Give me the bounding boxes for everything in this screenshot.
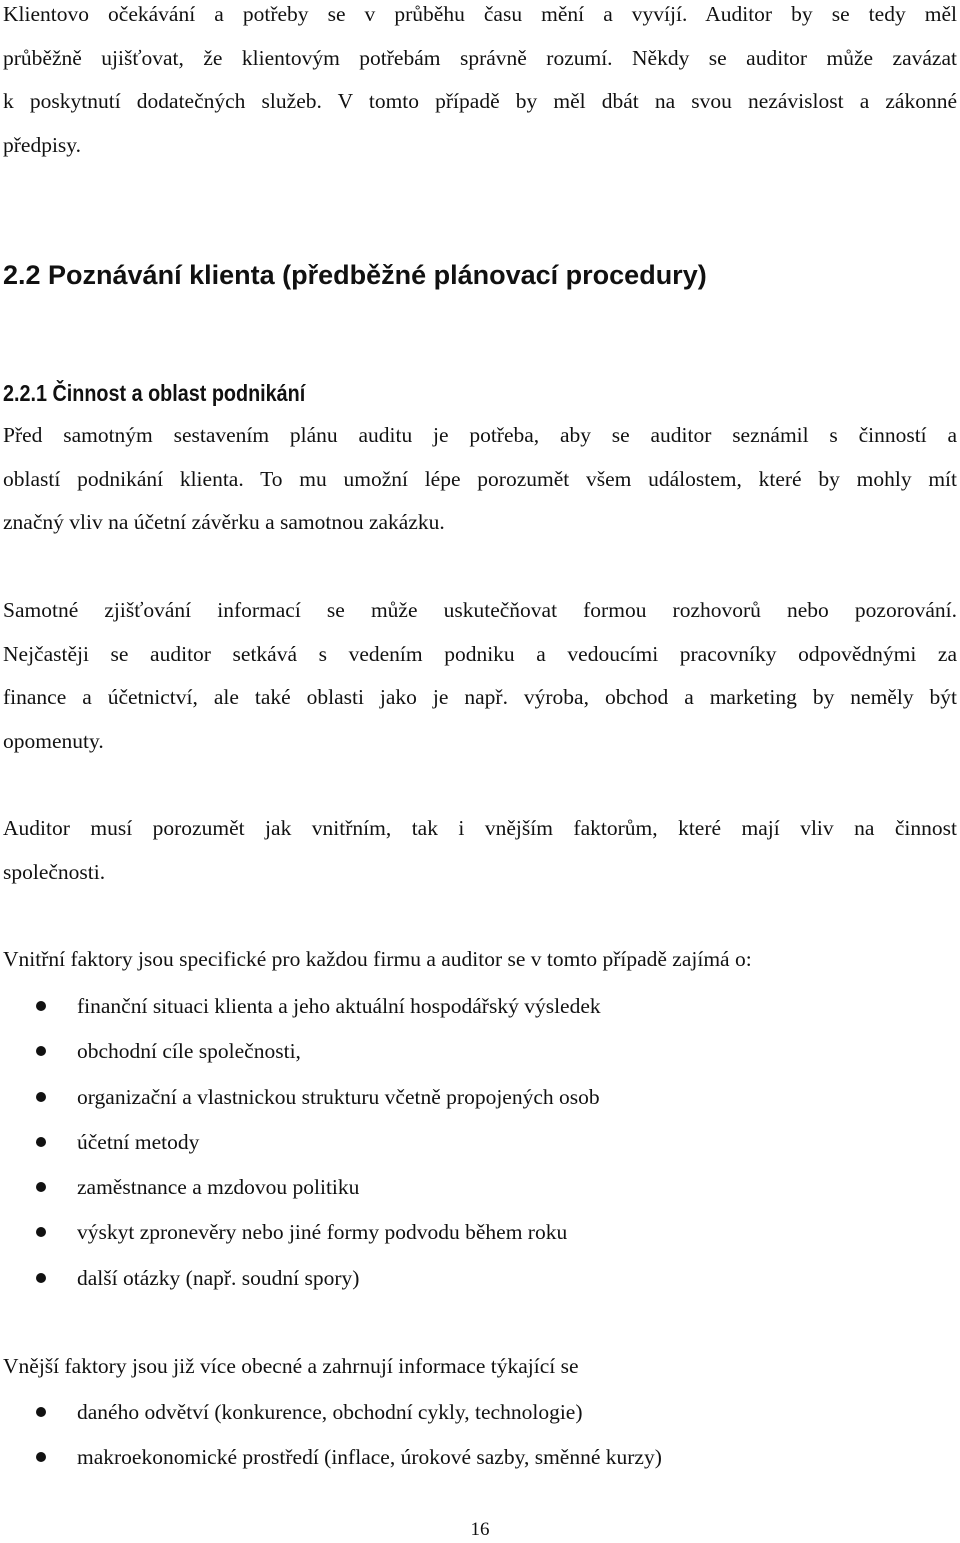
text-line: oblastí podnikání klienta. To mu umožní lépe porozumět všem událostem, které by mohly mít: [3, 466, 957, 491]
internal-factors-list: [0, 984, 960, 1301]
list-item: [0, 1210, 960, 1255]
paragraph-3: [3, 807, 957, 894]
list-item-text: finanční situaci klienta a jeho aktuální hospodářský výsledek: [77, 994, 601, 1018]
bullet-icon: [36, 1407, 46, 1417]
bullet-icon: [36, 1273, 46, 1283]
text-line: předpisy.: [3, 132, 82, 157]
bullet-icon: [36, 1182, 46, 1192]
list-item: [0, 1120, 960, 1165]
bullet-icon: [36, 1137, 46, 1147]
text-line: finance a účetnictví, ale také oblasti jako je např. výroba, obchod a marketing by neměly být: [3, 685, 957, 709]
list-item-text: výskyt zpronevěry nebo jiné formy podvodu během roku: [77, 1220, 568, 1245]
subsection-heading: 2.2.1 Činnost a oblast podnikání: [3, 380, 306, 406]
text-line: průběžně ujišťovat, že klientovým potřebám správně rozumí. Někdy se auditor může zavázat: [3, 45, 957, 70]
text-line: Samotné zjišťování informací se může uskutečňovat formou rozhovorů nebo pozorování.: [3, 598, 957, 622]
section-heading: 2.2 Poznávání klienta (předběžné plánovací procedury): [3, 260, 707, 290]
bullet-icon: [36, 1046, 46, 1056]
list-item: [0, 1256, 960, 1301]
list-item: [0, 1029, 960, 1074]
paragraph-5: [3, 1345, 957, 1389]
external-factors-list: [0, 1390, 960, 1481]
text-line: k poskytnutí dodatečných služeb. V tomto případě by měl dbát na svou nezávislost a zákonné: [3, 89, 957, 113]
list-item-text: daného odvětví (konkurence, obchodní cykly, technologie): [77, 1400, 583, 1424]
text-line: značný vliv na účetní závěrku a samotnou zakázku.: [3, 510, 445, 534]
text-line: společnosti.: [3, 859, 106, 884]
paragraph-4: [3, 938, 957, 982]
bullet-icon: [36, 1227, 46, 1237]
list-item: [0, 1075, 960, 1120]
list-item-text: účetní metody: [77, 1129, 200, 1154]
paragraph-2: [3, 589, 957, 763]
list-item-text: další otázky (např. soudní spory): [77, 1265, 360, 1290]
list-item: [0, 1390, 960, 1435]
text-line: Nejčastěji se auditor setkává s vedením podniku a vedoucími pracovníky odpovědnými za: [3, 641, 957, 666]
list-item-text: makroekonomické prostředí (inflace, úrokové sazby, směnné kurzy): [77, 1445, 662, 1470]
list-item: [0, 984, 960, 1029]
text-line: Auditor musí porozumět jak vnitřním, tak i vnějším faktorům, které mají vliv na činnost: [3, 816, 957, 840]
page-number: 16: [470, 1519, 490, 1540]
list-item: [0, 1165, 960, 1210]
intro-paragraph: [3, 0, 957, 167]
text-line: Vnitřní faktory jsou specifické pro každou firmu a auditor se v tomto případě zajímá o:: [3, 947, 752, 971]
text-line: Před samotným sestavením plánu auditu je potřeba, aby se auditor seznámil s činností a: [3, 423, 957, 447]
list-item-text: zaměstnance a mzdovou politiku: [77, 1175, 360, 1200]
text-line: opomenuty.: [3, 728, 104, 753]
paragraph-1: [3, 414, 957, 545]
text-line: Klientovo očekávání a potřeby se v průběhu času mění a vyvíjí. Auditor by se tedy měl: [3, 2, 957, 26]
bullet-icon: [36, 1452, 46, 1462]
bullet-icon: [36, 1092, 46, 1102]
list-item-text: obchodní cíle společnosti,: [77, 1039, 301, 1064]
list-item-text: organizační a vlastnickou strukturu včetně propojených osob: [77, 1084, 600, 1109]
text-line: Vnější faktory jsou již více obecné a zahrnují informace týkající se: [3, 1354, 579, 1378]
list-item: [0, 1435, 960, 1480]
bullet-icon: [36, 1001, 46, 1011]
